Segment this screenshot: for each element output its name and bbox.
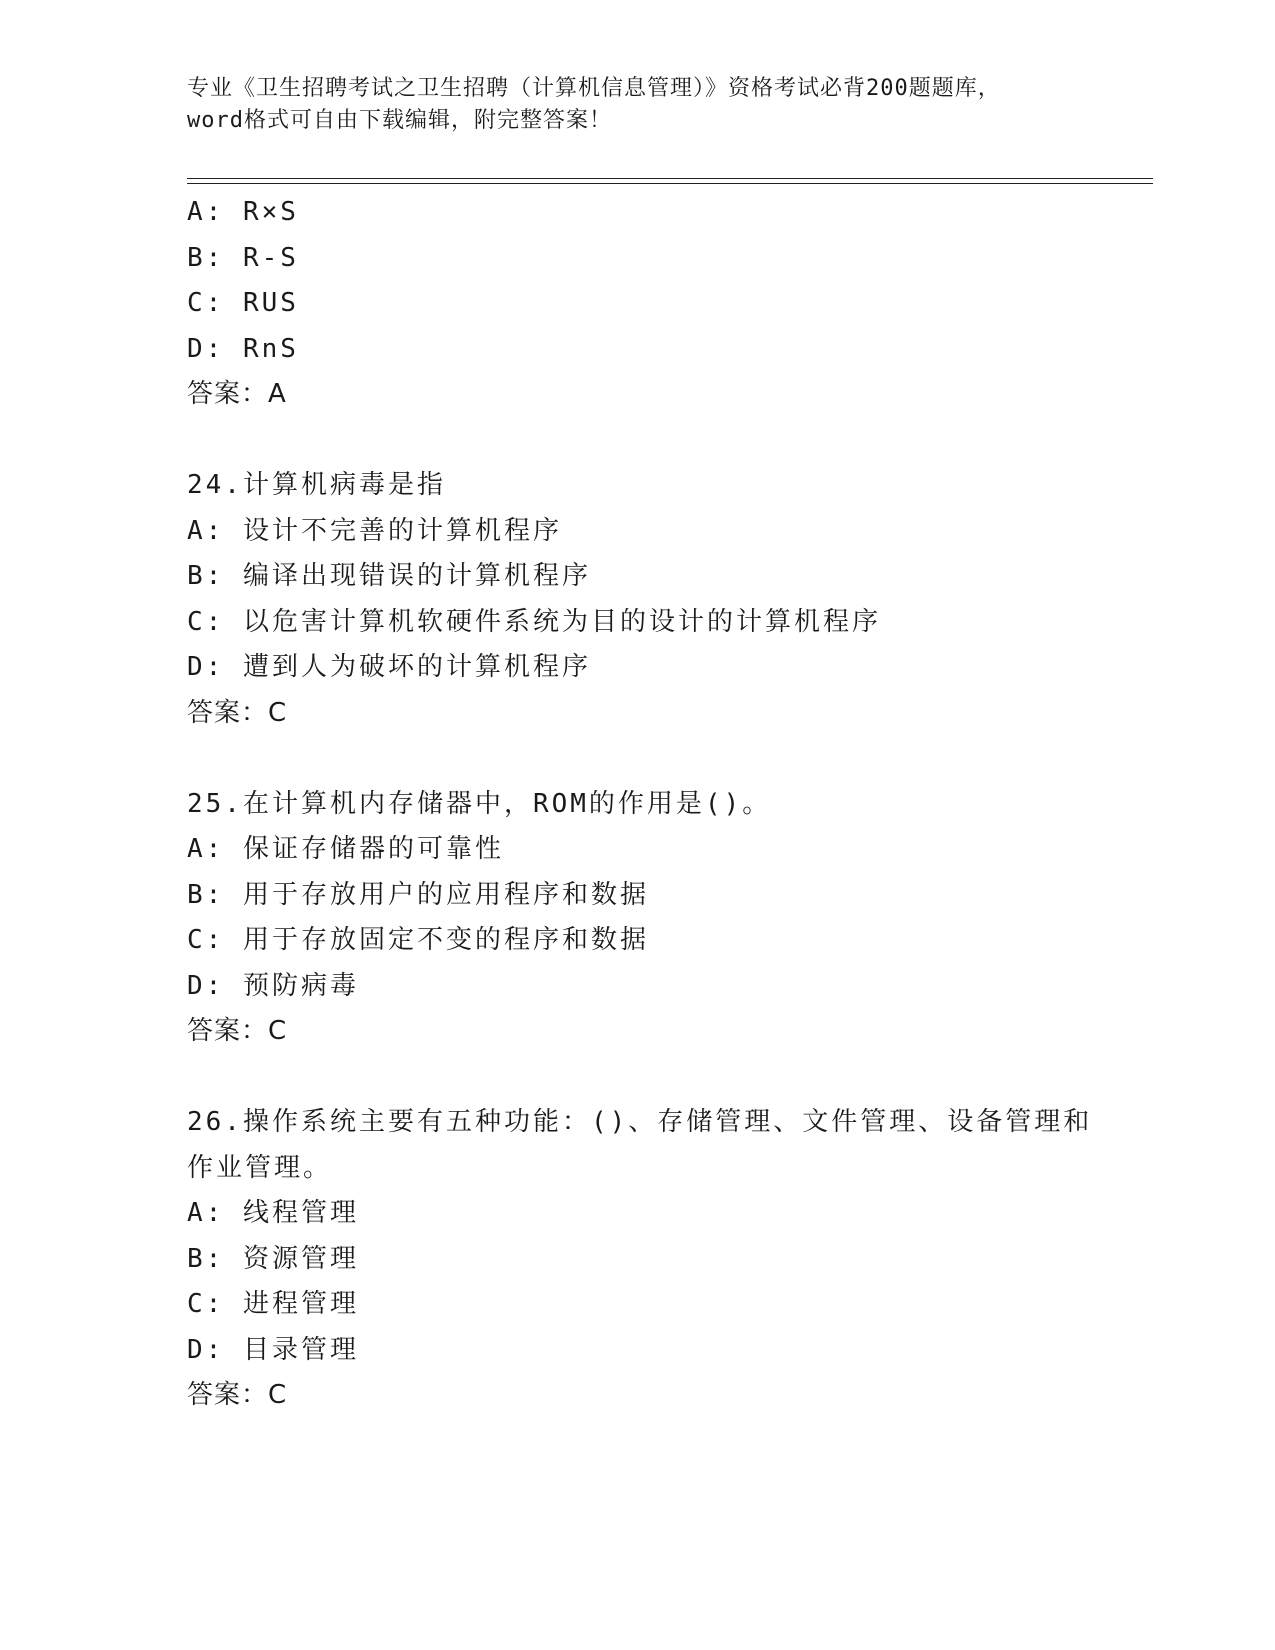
option-c: C: 进程管理 [187, 1289, 359, 1319]
answer: 答案：C [187, 1380, 288, 1410]
option-a: A: 线程管理 [187, 1198, 359, 1228]
question-23 [187, 190, 1187, 418]
document-header [187, 73, 1087, 137]
option-a: A: 保证存储器的可靠性 [187, 834, 504, 864]
option-c: C: 以危害计算机软硬件系统为目的设计的计算机程序 [187, 606, 881, 637]
header-title-line-1: 专业《卫生招聘考试之卫生招聘（计算机信息管理）》资格考试必背200题题库， [187, 76, 1001, 101]
question-stem-line-1: 26.操作系统主要有五种功能：()、存储管理、文件管理、设备管理和 [187, 1107, 1093, 1137]
option-a: A: 设计不完善的计算机程序 [187, 515, 562, 546]
spacer [187, 1055, 1187, 1101]
option-d: D: 目录管理 [187, 1334, 359, 1365]
question-stem: 25.在计算机内存储器中，ROM的作用是()。 [187, 788, 772, 819]
option-b: B: 资源管理 [187, 1243, 359, 1274]
header-divider-bottom [187, 183, 1153, 184]
question-list [187, 190, 1187, 1419]
option-a: A: R×S [187, 197, 299, 227]
question-stem: 24.计算机病毒是指 [187, 470, 446, 500]
option-c: C: 用于存放固定不变的程序和数据 [187, 925, 649, 955]
option-d: D: 遭到人为破坏的计算机程序 [187, 652, 591, 682]
answer: 答案：C [187, 1016, 288, 1046]
answer: 答案：C [187, 697, 288, 728]
question-stem-line-2: 作业管理。 [187, 1152, 333, 1183]
question-25 [187, 782, 1187, 1055]
option-c: C: RUS [187, 288, 299, 318]
option-b: B: 用于存放用户的应用程序和数据 [187, 879, 649, 910]
option-b: B: 编译出现错误的计算机程序 [187, 561, 591, 591]
answer: 答案：A [187, 379, 287, 409]
spacer [187, 418, 1187, 464]
question-24 [187, 463, 1187, 736]
spacer [187, 736, 1187, 782]
header-divider-top [187, 178, 1153, 179]
header-title-line-2: word格式可自由下载编辑，附完整答案！ [187, 108, 612, 133]
question-26 [187, 1100, 1187, 1419]
option-d: D: 预防病毒 [187, 970, 359, 1001]
option-b: B: R-S [187, 242, 299, 273]
option-d: D: RnS [187, 333, 299, 364]
